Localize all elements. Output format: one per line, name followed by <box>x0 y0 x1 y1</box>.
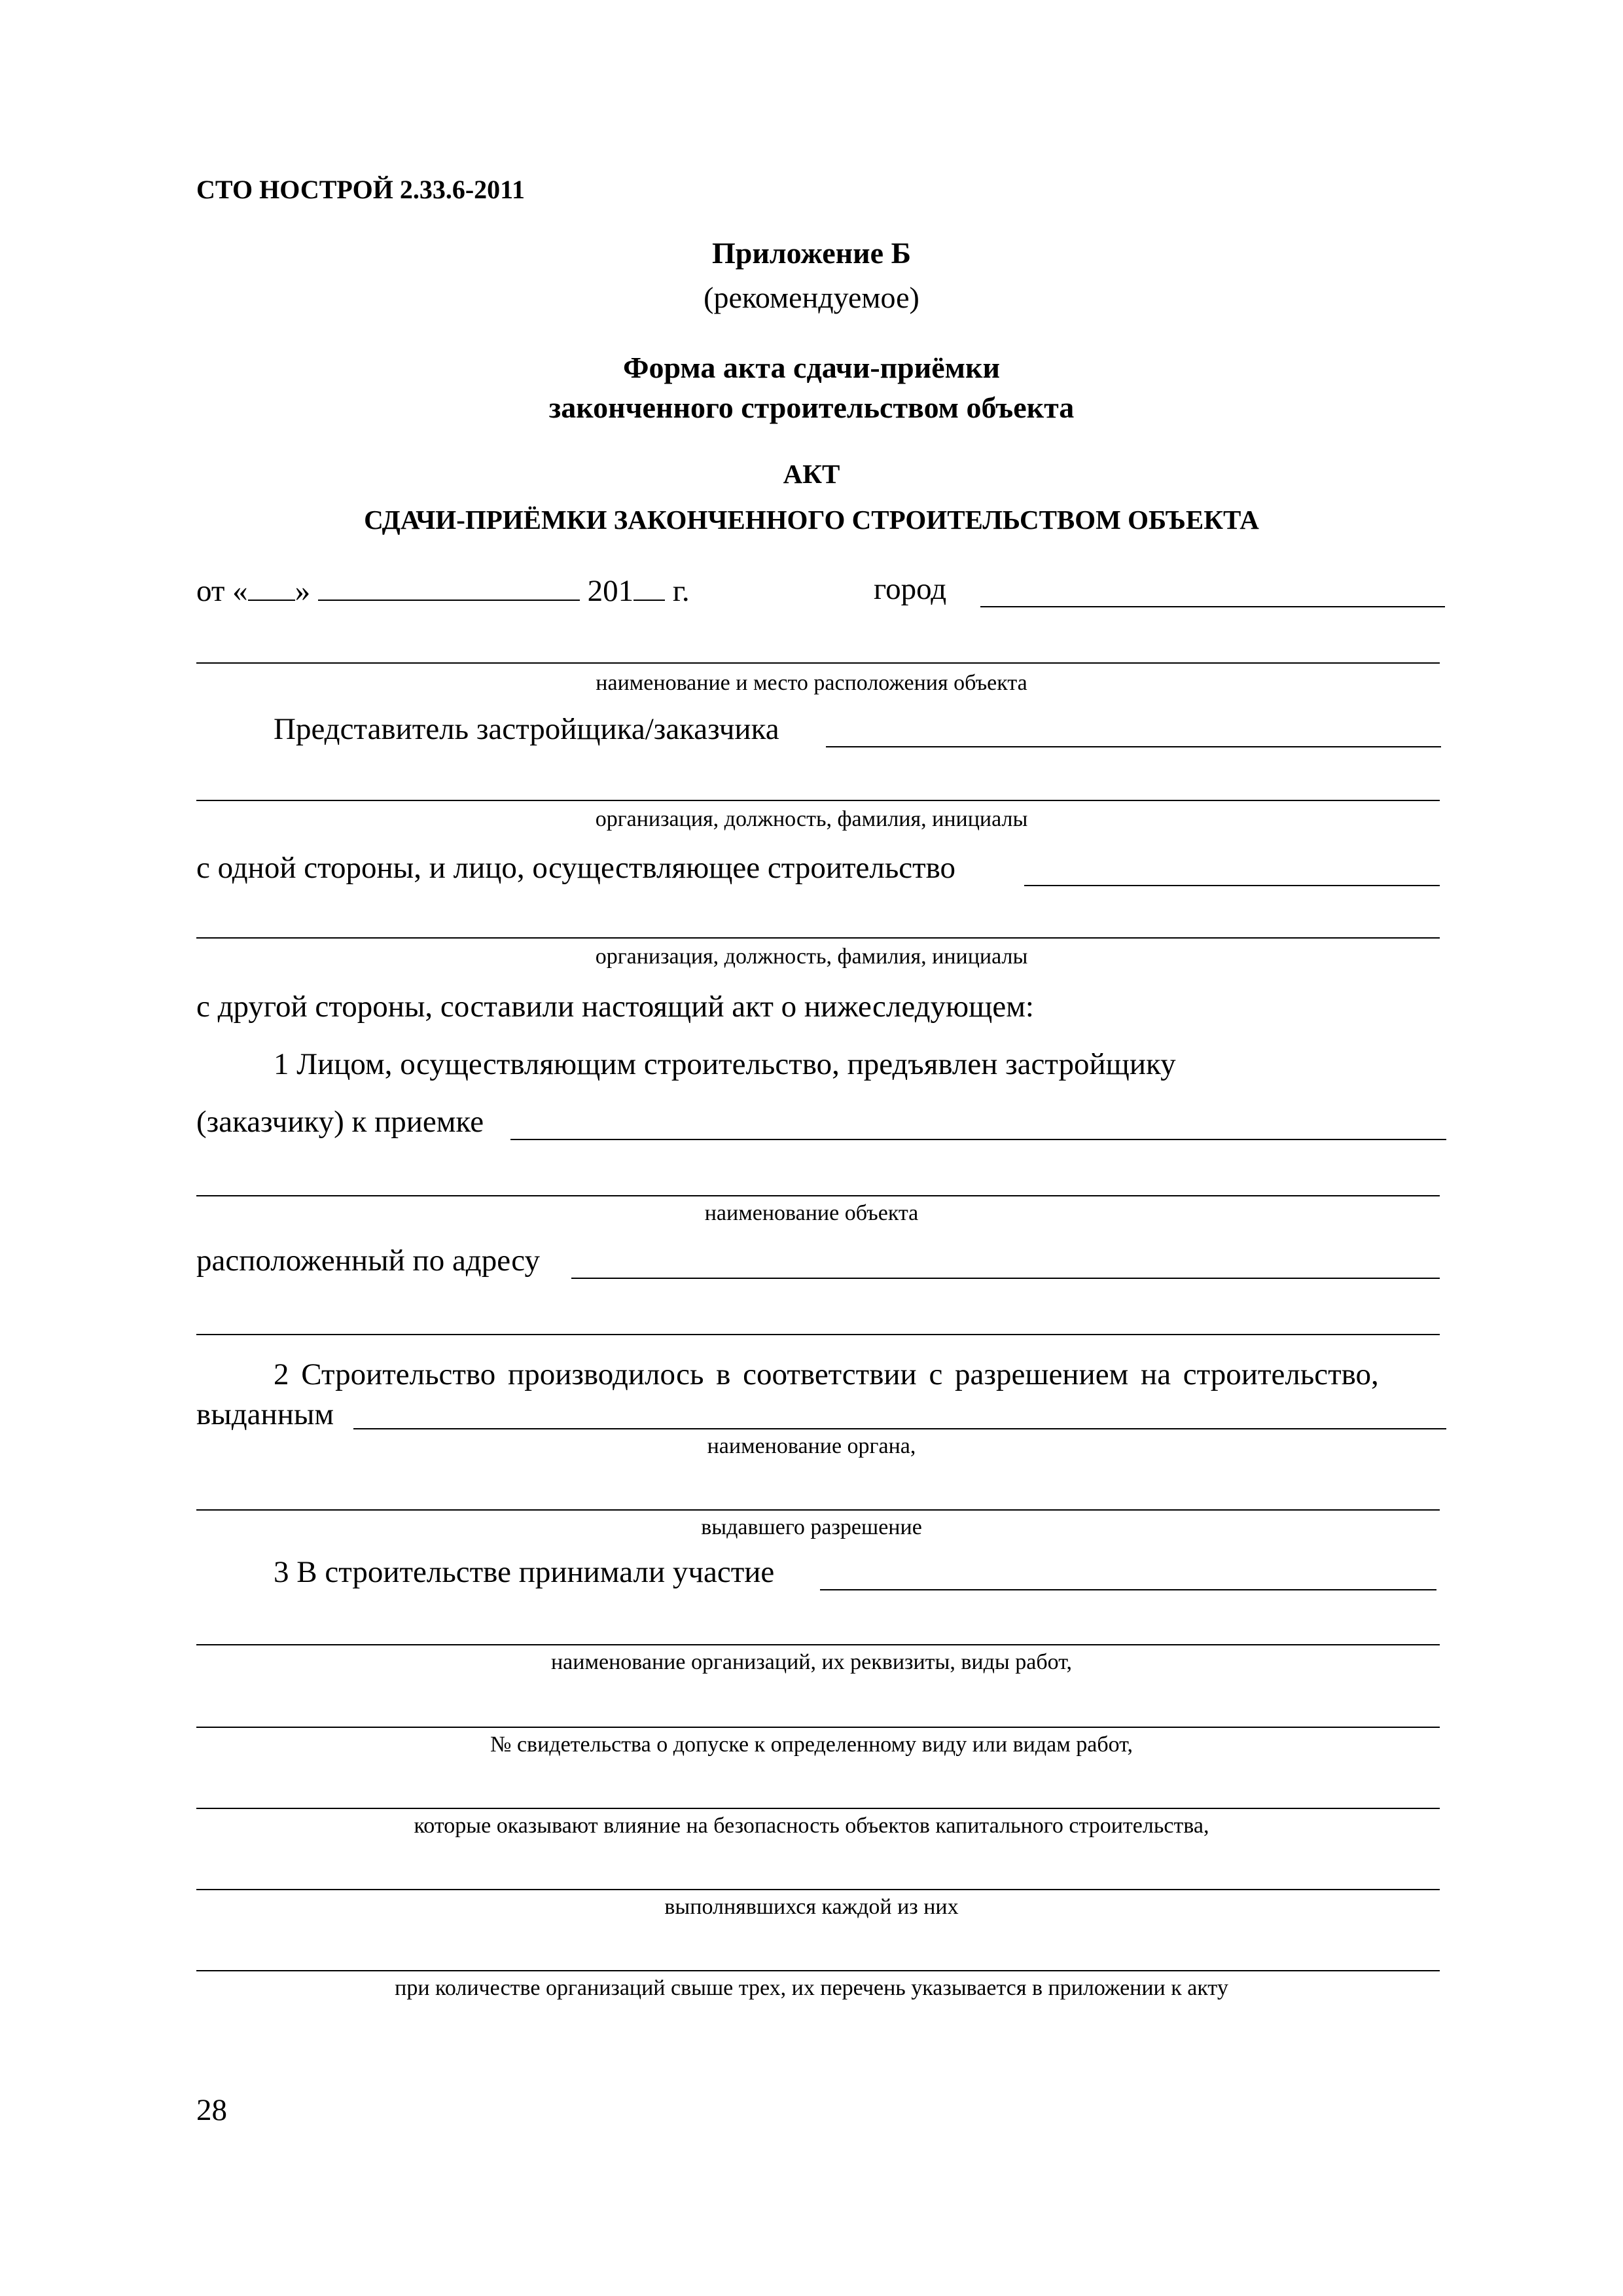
item1-line2: (заказчику) к приемке <box>196 1105 484 1139</box>
caption-object-name: наименование объекта <box>704 1201 919 1225</box>
constructor-field[interactable] <box>1024 885 1440 886</box>
caption-org-person-1: организация, должность, фамилия, инициалы <box>595 807 1028 831</box>
accepted-object-field[interactable] <box>510 1139 1446 1140</box>
caption-certificate: № свидетельства о допуске к определенному виду или видам работ, <box>490 1732 1133 1757</box>
address-field-2[interactable] <box>196 1334 1440 1335</box>
city-field[interactable] <box>980 606 1445 607</box>
accepted-object-field-2[interactable] <box>196 1195 1440 1196</box>
caption-safety-influence: которые оказывают влияние на безопасность объектов капитального строительства, <box>414 1814 1209 1838</box>
caption-performed-by-each: выполнявшихся каждой из них <box>664 1895 959 1919</box>
act-title: АКТ <box>783 459 840 489</box>
issued-by-field-2[interactable] <box>196 1509 1440 1511</box>
object-name-place-field[interactable] <box>196 662 1440 664</box>
act-subtitle: СДАЧИ-ПРИЁМКИ ЗАКОНЧЕННОГО СТРОИТЕЛЬСТВОМ ОБЪЕКТА <box>364 505 1259 535</box>
caption-authority-name: наименование органа, <box>707 1434 916 1458</box>
caption-object-name-place: наименование и место расположения объекта <box>596 671 1027 695</box>
caption-orgs-details: наименование организаций, их реквизиты, виды работ, <box>550 1650 1072 1674</box>
day-field[interactable] <box>248 571 295 601</box>
appendix-title: Приложение Б <box>711 236 912 270</box>
form-title-line2: законченного строительством объекта <box>548 391 1075 424</box>
date-close: » <box>294 574 311 608</box>
appendix-status: (рекомендуемое) <box>704 281 919 314</box>
date-line <box>196 571 690 609</box>
form-title-line1: Форма акта сдачи-приёмки <box>622 351 1001 384</box>
other-side-text: с другой стороны, составили настоящий акт о нижеследующем: <box>196 990 1034 1024</box>
participants-field-4[interactable] <box>196 1808 1440 1809</box>
developer-rep-field-2[interactable] <box>196 800 1440 801</box>
caption-org-person-2: организация, должность, фамилия, инициалы <box>595 944 1028 969</box>
one-side-label: с одной стороны, и лицо, осуществляющее строительство <box>196 851 956 885</box>
item2-line2: выданным <box>196 1397 334 1431</box>
city-label: город <box>874 572 947 606</box>
participants-field-2[interactable] <box>196 1644 1440 1645</box>
issued-by-field[interactable] <box>353 1428 1446 1429</box>
address-field[interactable] <box>571 1278 1440 1279</box>
participants-field-5[interactable] <box>196 1889 1440 1890</box>
year-field[interactable] <box>633 571 665 601</box>
caption-authority-issued: выдавшего разрешение <box>701 1515 922 1539</box>
document-code: СТО НОСТРОЙ 2.33.6-2011 <box>196 175 525 204</box>
item2-line1: 2 Строительство производилось в соответствии с разрешением на строительство, <box>274 1357 1379 1391</box>
page-number: 28 <box>196 2093 227 2127</box>
constructor-field-2[interactable] <box>196 937 1440 939</box>
year-suffix: г. <box>665 574 690 608</box>
developer-rep-field[interactable] <box>826 746 1441 747</box>
item3-label: 3 В строительстве принимали участие <box>274 1555 775 1589</box>
located-at-label: расположенный по адресу <box>196 1244 540 1278</box>
participants-field[interactable] <box>820 1589 1436 1590</box>
item1-line1: 1 Лицом, осуществляющим строительство, предъявлен застройщику <box>274 1047 1176 1081</box>
month-field[interactable] <box>318 571 580 601</box>
developer-rep-label: Представитель застройщика/заказчика <box>274 712 779 746</box>
year-prefix: 201 <box>587 574 634 608</box>
date-prefix: от « <box>196 574 248 608</box>
caption-more-than-three: при количестве организаций свыше трех, их перечень указывается в приложении к акту <box>395 1976 1228 2000</box>
participants-field-3[interactable] <box>196 1727 1440 1728</box>
participants-field-6[interactable] <box>196 1970 1440 1971</box>
